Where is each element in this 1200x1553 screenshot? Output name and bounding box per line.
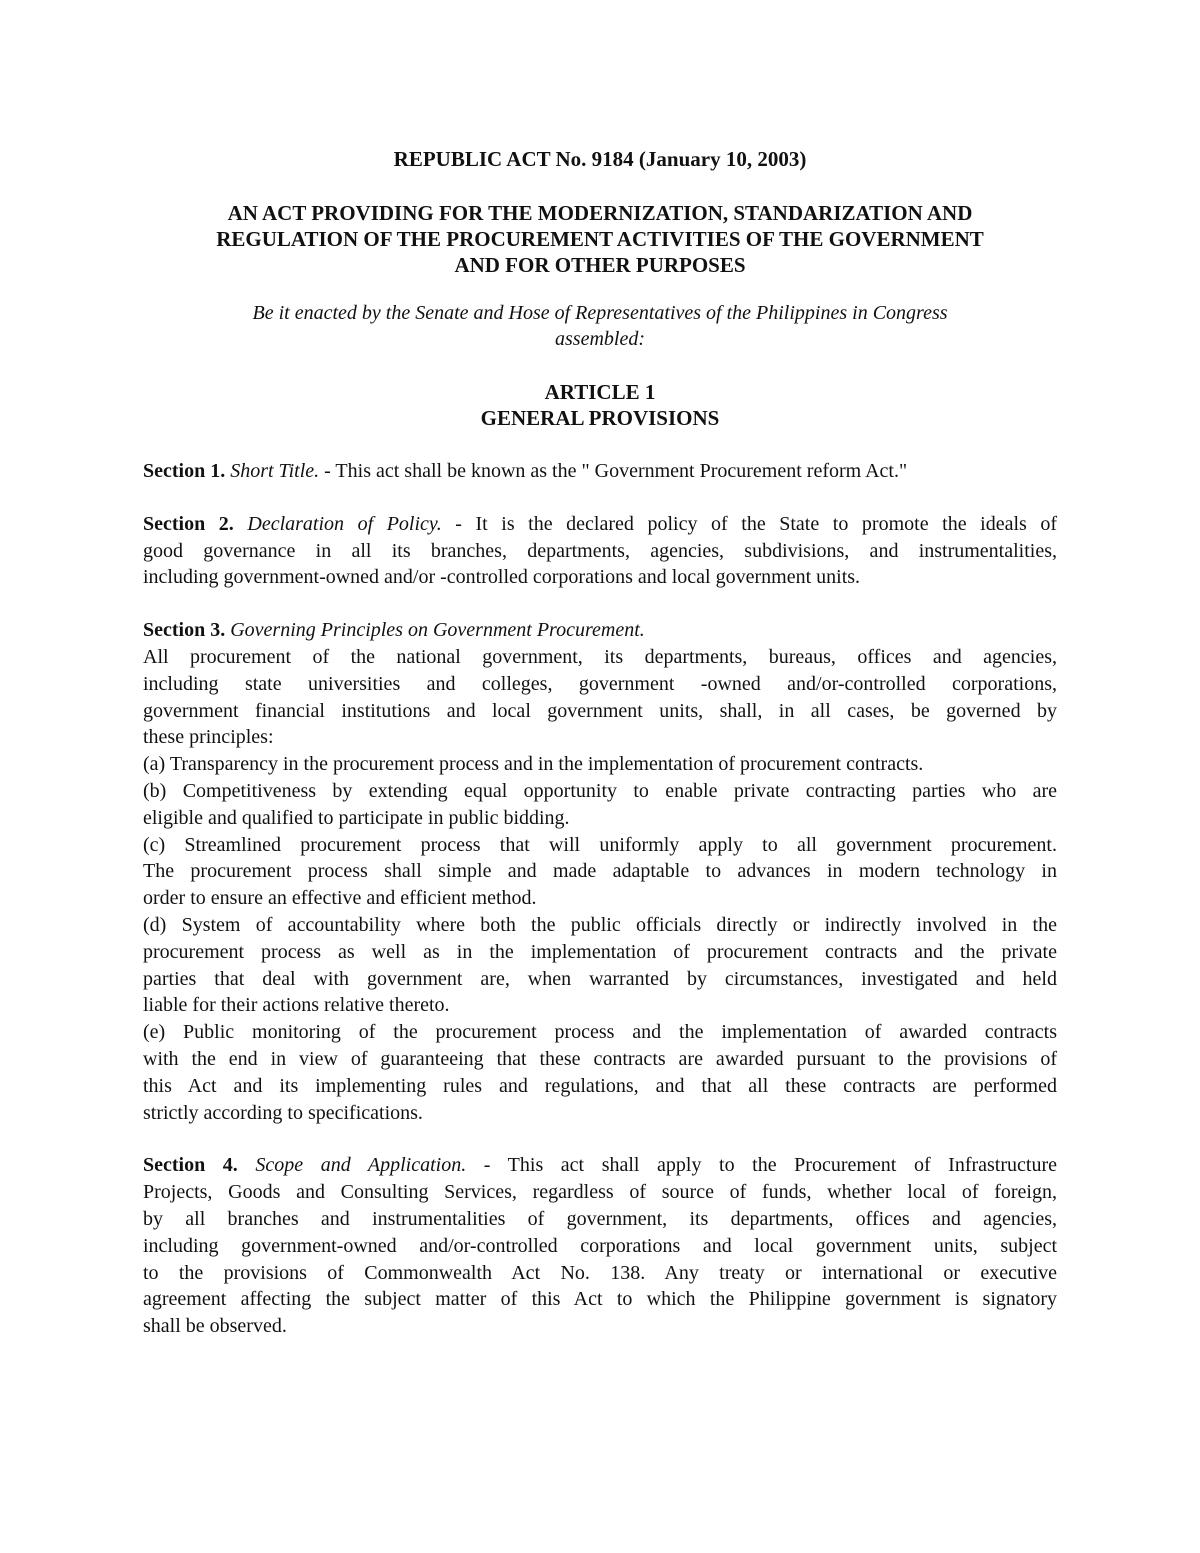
section-line [143,617,1057,644]
long-title-line: AND FOR OTHER PURPOSES [454,253,746,277]
article-heading [143,379,1057,431]
section-text: - This act shall be known as the " Government Procurement reform Act." [319,460,908,482]
section-line [143,511,1057,538]
section-line: shall be observed. [143,1315,287,1338]
section-line: this Act and its implementing rules and regulations, and that all these contracts are performed [143,1074,1057,1097]
section-label: Section 3. [143,619,226,642]
section-title: Governing Principles on Government Procurement. [230,619,645,642]
section-line: with the end in view of guaranteeing that these contracts are awarded pursuant to the provisions of [143,1047,1057,1070]
long-title [143,200,1057,278]
section-text: - It is the declared policy of the State to promote the ideals of [441,512,1058,535]
section-2 [143,511,1057,591]
section-line: strictly according to specifications. [143,1101,423,1124]
section-line: good governance in all its branches, departments, agencies, subdivisions, and instrumentalities, [143,539,1057,562]
article-title: GENERAL PROVISIONS [480,406,720,430]
principle-a: (a) Transparency in the procurement process and in the implementation of procurement contracts. [143,753,924,776]
section-title: Declaration of Policy. [247,512,442,535]
long-title-line: REGULATION OF THE PROCUREMENT ACTIVITIES OF THE GOVERNMENT [216,227,984,251]
section-line: to the provisions of Commonwealth Act No. 138. Any treaty or international or executive [143,1261,1057,1284]
principle-c: (c) Streamlined procurement process that will uniformly apply to all government procurement. [143,833,1057,856]
enacting-clause-line: Be it enacted by the Senate and Hose of Representatives of the Philippines in Congress [252,302,948,324]
section-line: agreement affecting the subject matter of this Act to which the Philippine government is signatory [143,1288,1057,1311]
section-line: by all branches and instrumentalities of government, its departments, offices and agencies, [143,1207,1057,1230]
section-label: Section 1. [143,460,226,482]
section-line: these principles: [143,726,274,749]
long-title-line: AN ACT PROVIDING FOR THE MODERNIZATION, STANDARIZATION AND [227,201,973,225]
principle-d: (d) System of accountability where both the public officials directly or indirectly involved in the [143,913,1057,936]
section-line: procurement process as well as in the implementation of procurement contracts and the private [143,940,1057,963]
act-title: REPUBLIC ACT No. 9184 (January 10, 2003) [393,147,807,171]
section-line: All procurement of the national government, its departments, bureaus, offices and agencies, [143,645,1057,668]
section-3 [143,617,1057,1126]
article-number: ARTICLE 1 [544,380,656,404]
section-title: Short Title. [230,460,320,482]
section-line: liable for their actions relative thereto. [143,994,450,1017]
enacting-clause-line: assembled: [555,328,645,350]
section-label: Section 2. [143,512,234,535]
section-line: including government-owned and/or-controlled corporations and local government units, subject [143,1234,1057,1257]
section-4 [143,1152,1057,1340]
principle-b: (b) Competitiveness by extending equal opportunity to enable private contracting parties who are [143,779,1057,802]
section-line: order to ensure an effective and efficient method. [143,887,537,910]
section-title: Scope and Application. [255,1154,467,1177]
section-line: including state universities and colleges, government -owned and/or-controlled corporations, [143,672,1057,695]
section-line: The procurement process shall simple and made adaptable to advances in modern technology in [143,860,1057,883]
principle-e: (e) Public monitoring of the procurement process and the implementation of awarded contracts [143,1021,1057,1044]
section-text: - This act shall apply to the Procurement of Infrastructure [466,1154,1057,1177]
enacting-clause [143,300,1057,352]
section-1 [143,458,1057,485]
section-line: parties that deal with government are, when warranted by circumstances, investigated and held [143,967,1057,990]
section-line: government financial institutions and local government units, shall, in all cases, be governed by [143,699,1057,722]
section-label: Section 4. [143,1154,238,1177]
section-line: Projects, Goods and Consulting Services, regardless of source of funds, whether local of foreign, [143,1181,1057,1204]
section-line [143,458,1057,485]
section-line [143,1152,1057,1179]
section-line: eligible and qualified to participate in public bidding. [143,806,570,829]
section-line: including government-owned and/or -controlled corporations and local government units. [143,566,861,589]
